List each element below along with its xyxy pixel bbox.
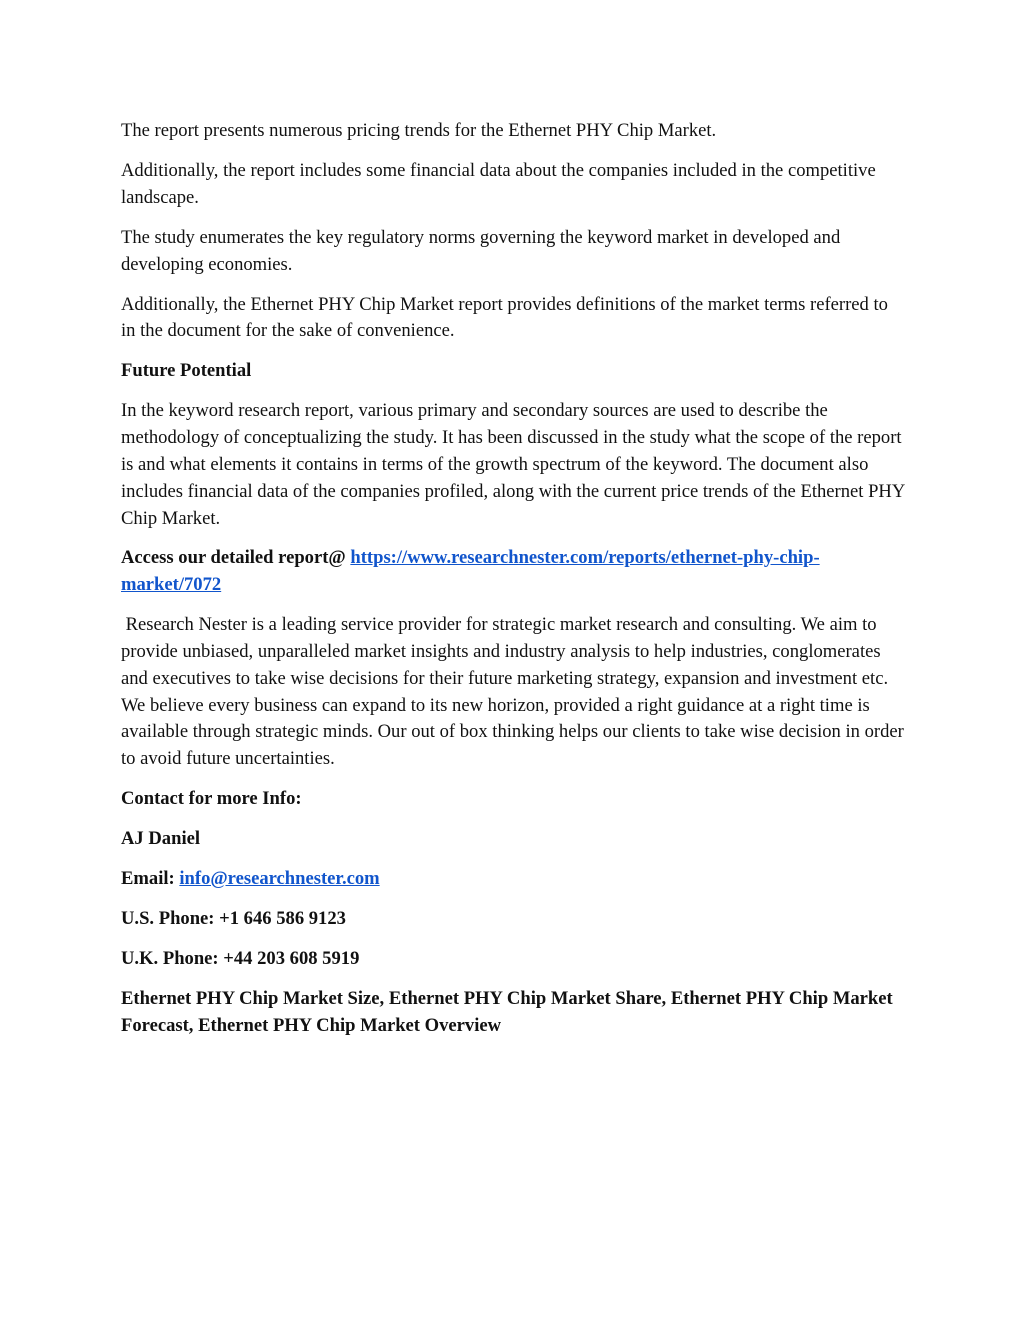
paragraph-future-potential: In the keyword research report, various primary and secondary sources are used to describe the methodology of conceptualizing the study. It has been discussed in the study what the scope of the report is and what elements it contains in terms of the growth spectrum of the keyword. The document also includes financial data of the companies profiled, along with the current price trends of the Ethernet PHY Chip Market. — [121, 400, 905, 529]
document-page — [121, 118, 909, 1053]
paragraph-regulatory-norms: The study enumerates the key regulatory norms governing the keyword market in developed and developing economies. — [121, 226, 841, 275]
report-link[interactable]: https://www.researchnester.com/reports/ethernet-phy-chip-market/7072 — [121, 547, 820, 596]
access-report-line — [121, 545, 906, 599]
keywords-line: Ethernet PHY Chip Market Size, Ethernet PHY Chip Market Share, Ethernet PHY Chip Market Forecast, Ethernet PHY Chip Market Overview — [121, 988, 893, 1036]
email-link[interactable]: info@researchnester.com — [179, 868, 380, 890]
paragraph-financial-data: Additionally, the report includes some financial data about the companies included in the competitive landscape. — [121, 159, 876, 208]
contact-heading: Contact for more Info: — [121, 788, 302, 810]
paragraph-about-research-nester: Research Nester is a leading service provider for strategic market research and consulting. We aim to provide unbiased, unparalleled market insights and industry analysis to help industries, conglomerates and executives to take wise decisions for their future marketing strategy, expansion and investment etc. We believe every business can expand to its new horizon, provided a right guidance at a right time is available through strategic minds. Our out of box thinking helps our clients to take wise decision in order to avoid future uncertainties. — [121, 614, 909, 770]
email-line — [121, 866, 906, 893]
paragraph-pricing-trends: The report presents numerous pricing trends for the Ethernet PHY Chip Market. — [121, 120, 717, 141]
access-report-label: Access our detailed report@ — [121, 547, 351, 569]
email-label: Email: — [121, 868, 180, 890]
us-phone: U.S. Phone: +1 646 586 9123 — [121, 908, 346, 930]
uk-phone: U.K. Phone: +44 203 608 5919 — [121, 948, 360, 970]
paragraph-definitions: Additionally, the Ethernet PHY Chip Market report provides definitions of the market terms referred to in the document for the sake of convenience. — [121, 293, 888, 342]
contact-name: AJ Daniel — [121, 828, 201, 850]
future-potential-heading: Future Potential — [121, 360, 252, 382]
